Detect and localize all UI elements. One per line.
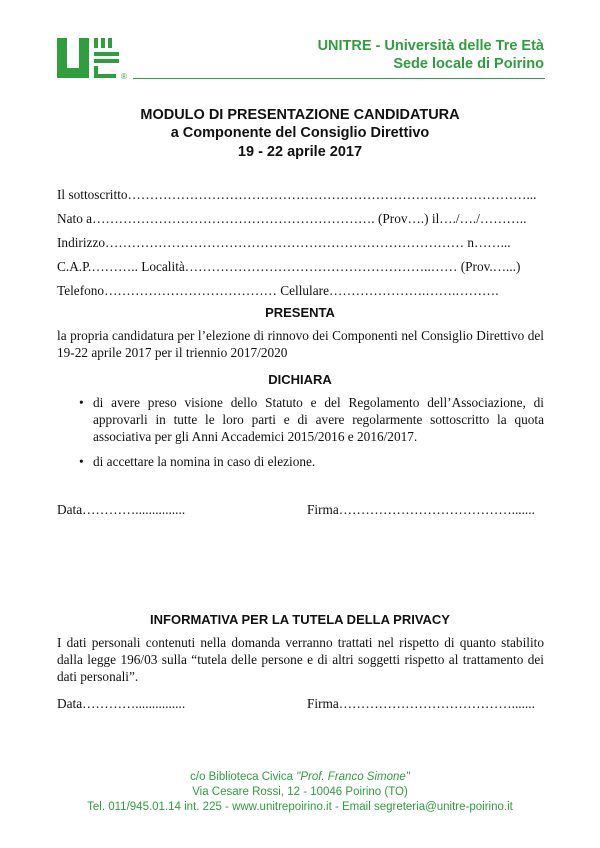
footer-address-line2: Via Cesare Rossi, 12 - 10046 Poirino (TO)	[192, 786, 408, 798]
document-date: 19 - 22 aprile 2017	[237, 144, 363, 160]
footer-contacts: Tel. 011/945.01.14 int. 225 - www.unitrepoirino.it - Email segreteria@unitre-poirino.it	[87, 801, 513, 813]
list-item: • di accettare la nomina in caso di elezione.	[79, 454, 316, 469]
presenta-text: la propria candidatura per l’elezione di rinnovo dei Componenti nel Consiglio Direttivo del 19-22 aprile 2017 per il triennio 2017/2020	[57, 328, 544, 360]
header-divider	[133, 78, 545, 79]
header-subtitle: Sede locale di Poirino	[393, 56, 544, 72]
footer-address-line1: c/o Biblioteca Civica "Prof. Franco Simone"	[190, 771, 410, 783]
field-indirizzo[interactable]: Indirizzo……………………………………………………………………… n……...	[57, 235, 511, 250]
date-field[interactable]: Data…………...............	[57, 502, 186, 517]
signature-field[interactable]: Firma………………………………….......	[307, 502, 535, 517]
presenta-heading: PRESENTA	[265, 305, 335, 320]
bullet-icon: •	[79, 454, 84, 469]
registered-mark: ®	[121, 72, 127, 80]
privacy-date-field[interactable]: Data…………...............	[57, 696, 186, 711]
privacy-text: I dati personali contenuti nella domanda verranno trattati nel rispetto di quanto stabilito dalla legge 196/03 sulla “tutela delle persone e di altri soggetti rispetto al trattamento dei dati personali”.	[57, 635, 544, 684]
privacy-signature-field[interactable]: Firma………………………………….......	[307, 696, 535, 711]
field-sottoscritto[interactable]: Il sottoscritto………………………………………………………………………………...	[57, 187, 537, 202]
document-subtitle: a Componente del Consiglio Direttivo	[170, 125, 430, 141]
dichiara-list	[57, 394, 544, 478]
dichiara-heading: DICHIARA	[268, 372, 332, 387]
field-nato-a[interactable]: Nato a………………………………………………………. (Prov….) il…./…./………..	[57, 211, 527, 226]
unitre-logo	[57, 38, 137, 80]
header-title: UNITRE - Università delle Tre Età	[317, 38, 544, 54]
document-title: MODULO DI PRESENTAZIONE CANDIDATURA	[140, 107, 460, 123]
privacy-heading: INFORMATIVA PER LA TUTELA DELLA PRIVACY	[150, 612, 450, 627]
bullet-icon: •	[79, 395, 84, 410]
field-cap-localita[interactable]: C.A.P.……….. Località………………………………………………..…… (Prov.…...)	[57, 259, 521, 274]
list-item: • di avere preso visione dello Statuto e del Regolamento dell’Associazione, di approvarli in tutte le loro parti e di avere regolarmente sottoscritto la quota associativa per gli Anni Accademici 2015/2016 e 2016/2017.	[79, 395, 544, 444]
field-telefono[interactable]: Telefono………………………………… Cellulare………………….…….……….	[57, 283, 499, 298]
